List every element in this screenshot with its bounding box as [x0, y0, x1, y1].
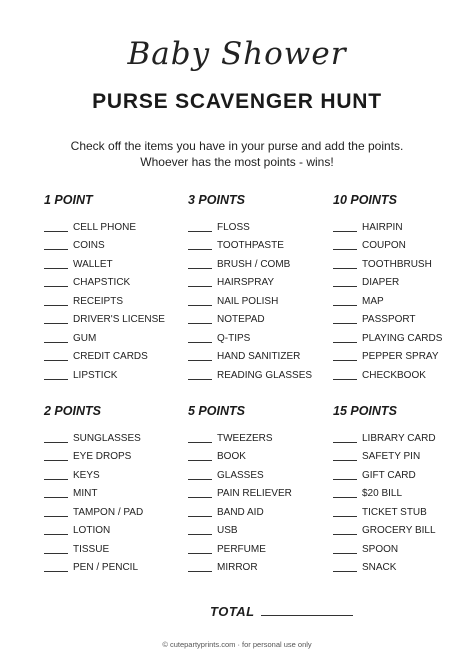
item-label: KEYS — [73, 469, 100, 481]
instructions-line-1: Check off the items you have in your purse and add the points. — [70, 139, 404, 153]
checklist-item — [188, 215, 328, 234]
item-label: PAIN RELIEVER — [217, 488, 292, 499]
item-label: USB — [217, 525, 238, 536]
item-label: SAFETY PIN — [362, 451, 421, 462]
item-label: SNACK — [362, 562, 397, 573]
check-blank[interactable] — [44, 460, 68, 461]
checklist-item — [44, 289, 184, 308]
item-label: NOTEPAD — [217, 314, 265, 325]
checklist-item — [333, 445, 473, 464]
item-label: TISSUE — [73, 543, 110, 555]
points-section — [44, 404, 184, 574]
item-label: BAND AID — [217, 506, 264, 518]
item-label: FLOSS — [217, 221, 250, 233]
checklist-item — [333, 500, 473, 519]
checklist-item — [188, 445, 328, 464]
section-heading: 2 POINTS — [44, 404, 101, 418]
check-blank[interactable] — [333, 360, 357, 361]
item-label: CREDIT CARDS — [73, 351, 148, 362]
check-blank[interactable] — [333, 323, 357, 324]
check-blank[interactable] — [333, 286, 357, 287]
check-blank[interactable] — [188, 460, 212, 461]
checklist-item — [188, 326, 328, 345]
checklist-item — [44, 363, 184, 382]
checklist-item — [44, 345, 184, 364]
check-blank[interactable] — [333, 553, 357, 554]
total-row — [210, 604, 353, 619]
check-blank[interactable] — [44, 268, 68, 269]
instructions — [0, 138, 474, 170]
checklist-item — [333, 308, 473, 327]
item-label: $20 BILL — [362, 488, 403, 499]
checklist-item — [44, 326, 184, 345]
check-blank[interactable] — [188, 249, 212, 250]
check-blank[interactable] — [188, 323, 212, 324]
checklist-item — [333, 537, 473, 556]
item-label: TOOTHBRUSH — [362, 258, 432, 270]
check-blank[interactable] — [188, 534, 212, 535]
check-blank[interactable] — [188, 442, 212, 443]
check-blank[interactable] — [333, 497, 357, 498]
checklist-item — [333, 326, 473, 345]
item-label: SPOON — [362, 543, 399, 555]
checklist-item — [44, 234, 184, 253]
script-title: Baby Shower — [127, 36, 347, 72]
check-blank[interactable] — [333, 442, 357, 443]
checklist-item — [44, 252, 184, 271]
item-label: PLAYING CARDS — [362, 332, 443, 344]
check-blank[interactable] — [333, 305, 357, 306]
item-label: LOTION — [73, 525, 111, 536]
checklist-item — [188, 345, 328, 364]
item-label: BOOK — [217, 451, 246, 462]
item-label: MIRROR — [217, 562, 258, 573]
checklist-item — [188, 234, 328, 253]
check-blank[interactable] — [44, 249, 68, 250]
item-label: GROCERY BILL — [362, 525, 436, 536]
item-label: HAIRSPRAY — [217, 277, 275, 288]
check-blank[interactable] — [44, 442, 68, 443]
checklist-item — [44, 271, 184, 290]
checklist-item — [333, 556, 473, 575]
check-blank[interactable] — [188, 571, 212, 572]
item-label: CHAPSTICK — [73, 277, 131, 288]
item-label: GIFT CARD — [362, 469, 416, 481]
item-label: COINS — [73, 240, 105, 251]
check-blank[interactable] — [188, 231, 212, 232]
check-blank[interactable] — [188, 286, 212, 287]
item-label: NAIL POLISH — [217, 295, 279, 307]
checklist-item — [188, 271, 328, 290]
checklist-item — [44, 215, 184, 234]
item-label: HAND SANITIZER — [217, 351, 301, 362]
section-heading: 5 POINTS — [188, 404, 245, 418]
checklist-item — [44, 463, 184, 482]
item-label: READING GLASSES — [217, 369, 313, 381]
points-section — [333, 193, 473, 382]
item-label: PEPPER SPRAY — [362, 351, 439, 362]
check-blank[interactable] — [44, 305, 68, 306]
footer-credit: © cutepartyprints.com · for personal use only — [162, 640, 312, 649]
instructions-line-2: Whoever has the most points - wins! — [140, 155, 334, 169]
item-label: DRIVER'S LICENSE — [73, 314, 165, 325]
item-label: PEN / PENCIL — [73, 562, 139, 573]
total-blank[interactable] — [261, 615, 353, 616]
check-blank[interactable] — [333, 268, 357, 269]
item-label: CELL PHONE — [73, 221, 136, 233]
checklist-item — [333, 482, 473, 501]
check-blank[interactable] — [333, 534, 357, 535]
item-label: HAIRPIN — [362, 221, 403, 233]
check-blank[interactable] — [188, 379, 212, 380]
check-blank[interactable] — [44, 553, 68, 554]
checklist-item — [44, 308, 184, 327]
checklist-item — [44, 556, 184, 575]
checklist-item — [188, 556, 328, 575]
check-blank[interactable] — [333, 249, 357, 250]
check-blank[interactable] — [44, 516, 68, 517]
section-heading: 3 POINTS — [188, 193, 245, 207]
checklist-item — [188, 482, 328, 501]
checklist-item — [44, 482, 184, 501]
item-label: SUNGLASSES — [73, 432, 141, 444]
checklist-item — [44, 445, 184, 464]
check-blank[interactable] — [44, 360, 68, 361]
section-heading: 15 POINTS — [333, 404, 397, 418]
page-title: PURSE SCAVENGER HUNT — [92, 90, 382, 113]
checklist-item — [333, 252, 473, 271]
check-blank[interactable] — [333, 460, 357, 461]
checklist-item — [44, 519, 184, 538]
item-label: TICKET STUB — [362, 506, 427, 518]
checklist-item — [333, 519, 473, 538]
check-blank[interactable] — [333, 231, 357, 232]
checklist-item — [333, 463, 473, 482]
checklist-item — [188, 519, 328, 538]
checklist-item — [333, 345, 473, 364]
checklist-item — [333, 289, 473, 308]
item-label: COUPON — [362, 240, 406, 251]
checklist-item — [188, 289, 328, 308]
check-blank[interactable] — [44, 497, 68, 498]
item-label: DIAPER — [362, 277, 400, 288]
checklist-item — [188, 537, 328, 556]
item-label: TAMPON / PAD — [73, 506, 144, 518]
section-heading: 1 POINT — [44, 193, 93, 207]
points-section — [44, 193, 184, 382]
check-blank[interactable] — [333, 479, 357, 480]
total-label: TOTAL — [210, 604, 255, 619]
checklist-item — [188, 252, 328, 271]
checklist-item — [44, 500, 184, 519]
check-blank[interactable] — [333, 516, 357, 517]
item-label: PASSPORT — [362, 314, 416, 325]
check-blank[interactable] — [44, 571, 68, 572]
check-blank[interactable] — [188, 268, 212, 269]
checklist-item — [188, 500, 328, 519]
item-label: PERFUME — [217, 543, 266, 555]
checklist-item — [333, 215, 473, 234]
check-blank[interactable] — [188, 360, 212, 361]
check-blank[interactable] — [333, 342, 357, 343]
checklist-item — [188, 426, 328, 445]
item-label: MINT — [73, 488, 98, 499]
check-blank[interactable] — [44, 479, 68, 480]
checklist-item — [188, 308, 328, 327]
check-blank[interactable] — [188, 553, 212, 554]
check-blank[interactable] — [44, 286, 68, 287]
points-section — [188, 404, 328, 574]
item-label: RECEIPTS — [73, 295, 124, 307]
item-label: LIBRARY CARD — [362, 432, 436, 444]
item-label: TWEEZERS — [217, 432, 273, 444]
check-blank[interactable] — [44, 342, 68, 343]
item-label: TOOTHPASTE — [217, 240, 284, 251]
check-blank[interactable] — [44, 534, 68, 535]
check-blank[interactable] — [44, 231, 68, 232]
check-blank[interactable] — [188, 479, 212, 480]
item-label: CHECKBOOK — [362, 369, 426, 381]
item-label: BRUSH / COMB — [217, 258, 291, 270]
checklist-item — [188, 463, 328, 482]
item-label: GLASSES — [217, 469, 264, 481]
check-blank[interactable] — [44, 379, 68, 380]
item-label: EYE DROPS — [73, 451, 132, 462]
check-blank[interactable] — [188, 305, 212, 306]
item-label: LIPSTICK — [73, 369, 118, 381]
item-label: Q-TIPS — [217, 332, 251, 344]
checklist-item — [333, 363, 473, 382]
check-blank[interactable] — [333, 379, 357, 380]
checklist-item — [333, 426, 473, 445]
check-blank[interactable] — [188, 342, 212, 343]
item-label: WALLET — [73, 258, 113, 270]
checklist-item — [44, 537, 184, 556]
item-label: GUM — [73, 332, 97, 344]
section-heading: 10 POINTS — [333, 193, 397, 207]
checklist-item — [333, 271, 473, 290]
points-section — [333, 404, 473, 574]
checklist-item — [333, 234, 473, 253]
check-blank[interactable] — [188, 497, 212, 498]
item-label: MAP — [362, 295, 384, 307]
check-blank[interactable] — [44, 323, 68, 324]
points-section — [188, 193, 328, 382]
check-blank[interactable] — [333, 571, 357, 572]
check-blank[interactable] — [188, 516, 212, 517]
checklist-item — [188, 363, 328, 382]
checklist-item — [44, 426, 184, 445]
